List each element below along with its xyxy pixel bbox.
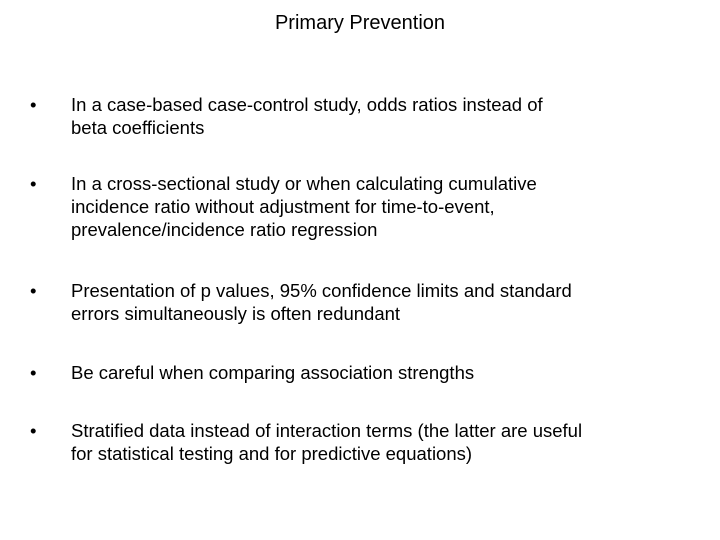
bullet-marker: • [30,94,37,115]
bullet-marker: • [30,173,37,194]
bullet-line: In a case-based case-control study, odds ratios instead of [71,94,543,115]
bullet-line: In a cross-sectional study or when calculating cumulative [71,173,537,194]
bullet-line: beta coefficients [71,117,205,138]
bullet-line: for statistical testing and for predictive equations) [71,443,473,464]
bullet-item [30,172,690,241]
bullet-item [30,361,690,384]
bullet-item [30,419,690,465]
bullet-line: Stratified data instead of interaction terms (the latter are useful [71,420,583,441]
bullet-line: errors simultaneously is often redundant [71,303,401,324]
bullet-item [30,93,690,139]
bullet-line: Be careful when comparing association strengths [71,362,475,383]
bullet-item [30,279,690,325]
bullet-line: incidence ratio without adjustment for time-to-event, [71,196,495,217]
bullet-line: Presentation of p values, 95% confidence limits and standard [71,280,572,301]
bullet-line: prevalence/incidence ratio regression [71,219,378,240]
slide-title: Primary Prevention [274,12,446,34]
bullet-marker: • [30,280,37,301]
bullet-marker: • [30,362,37,383]
bullet-marker: • [30,420,37,441]
